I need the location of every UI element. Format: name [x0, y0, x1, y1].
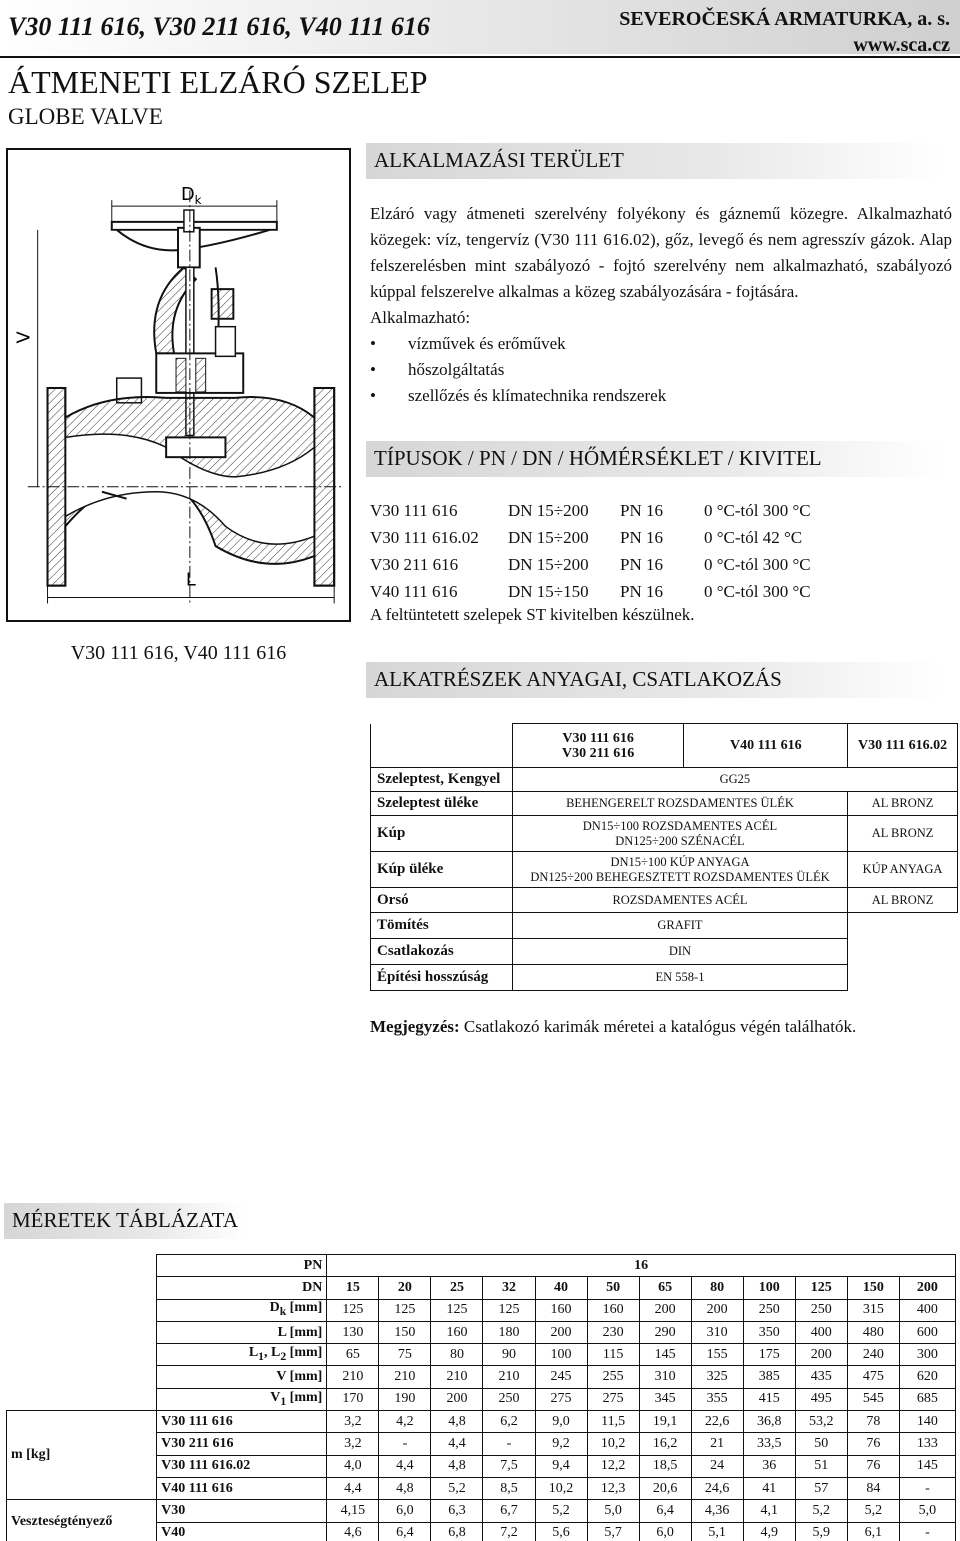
section-types-heading: TÍPUSOK / PN / DN / HŐMÉRSÉKLET / KIVITEL	[366, 441, 942, 477]
mass-cell: -	[379, 1433, 431, 1455]
mass-cell: 57	[795, 1477, 847, 1499]
materials-remark	[370, 1017, 856, 1037]
valve-drawing	[6, 148, 351, 622]
dim-cell: 200	[795, 1344, 847, 1366]
header-rule	[0, 56, 960, 58]
mass-cell: 18,5	[639, 1455, 691, 1477]
dim-row	[7, 1321, 956, 1343]
valve-cross-section-svg	[8, 150, 349, 620]
dn-value: 150	[847, 1277, 899, 1299]
dim-cell: 125	[379, 1299, 431, 1321]
materials-row: Építési hosszúság EN 558-1	[371, 965, 958, 991]
loss-label: Veszteségtényező	[7, 1500, 157, 1541]
type-code: V40 111 616	[370, 581, 458, 601]
loss-row	[7, 1500, 956, 1522]
mass-cell: -	[899, 1477, 955, 1499]
materials-row: Csatlakozás DIN	[371, 939, 958, 965]
mass-cell: 133	[899, 1433, 955, 1455]
dim-cell: 345	[639, 1388, 691, 1410]
mass-cell: 53,2	[795, 1411, 847, 1433]
company-website[interactable]: www.sca.cz	[853, 34, 950, 56]
dim-cell: 415	[743, 1388, 795, 1410]
loss-cell: 6,4	[639, 1500, 691, 1522]
dim-cell: 190	[379, 1388, 431, 1410]
materials-row: Szeleptest, Kengyel GG25	[371, 768, 958, 792]
dim-cell: 170	[327, 1388, 379, 1410]
mass-cell: 21	[691, 1433, 743, 1455]
mass-cell: 4,4	[431, 1433, 483, 1455]
type-pn: PN 16	[620, 500, 663, 520]
mass-cell: 4,0	[327, 1455, 379, 1477]
v-label: V	[13, 331, 35, 344]
mass-cell: 4,8	[379, 1477, 431, 1499]
section-materials-heading: ALKATRÉSZEK ANYAGAI, CSATLAKOZÁS	[366, 662, 942, 698]
dn-value: 15	[327, 1277, 379, 1299]
mass-cell: 5,2	[431, 1477, 483, 1499]
materials-row: Kúp üléke DN15÷100 KÚP ANYAGA DN125÷200 BEHEGESZTETT ROZSDAMENTES ÜLÉK KÚP ANYAGA	[371, 852, 958, 888]
type-pn: PN 16	[620, 581, 663, 601]
remark-text: Csatlakozó karimák méretei a katalógus végén találhatók.	[463, 1017, 857, 1036]
mass-cell: 20,6	[639, 1477, 691, 1499]
loss-cell: 5,7	[587, 1522, 639, 1541]
page-subtitle: GLOBE VALVE	[8, 104, 163, 129]
dim-cell: 290	[639, 1321, 691, 1343]
dim-cell: 250	[795, 1299, 847, 1321]
application-text: Elzáró vagy átmeneti szerelvény folyékony és gáznemű közegre. Alkalmazható közegek: víz, tengervíz (V30 111 616.02), gőz, levegő és nem agresszív gázok. Alap felszerelésben mint szabályozó - fojtó szerelvény nem alkalmazható, szabályozó kúppal felszerelve alkalmas a közeg szabályozására - fojtására.	[370, 204, 952, 301]
pn-value: 16	[327, 1255, 956, 1277]
mat-col-v40: V40 111 616	[684, 724, 848, 768]
dim-cell: 210	[483, 1366, 535, 1388]
mat-col-v30: V30 111 616 V30 211 616	[512, 724, 684, 768]
dim-cell: 115	[587, 1344, 639, 1366]
dn-value: 40	[535, 1277, 587, 1299]
bullet-item: • vízművek és erőművek	[370, 331, 930, 357]
application-bullets	[370, 331, 930, 409]
mass-cell: 22,6	[691, 1411, 743, 1433]
mass-model: V30 211 616	[157, 1433, 327, 1455]
dn-value: 65	[639, 1277, 691, 1299]
dim-cell: 100	[535, 1344, 587, 1366]
type-dn: DN 15÷200	[508, 554, 589, 574]
types-row	[370, 578, 811, 605]
loss-cell: 6,0	[639, 1522, 691, 1541]
loss-cell: 6,0	[379, 1500, 431, 1522]
mass-cell: 51	[795, 1455, 847, 1477]
dn-value: 200	[899, 1277, 955, 1299]
pn-label: PN	[157, 1255, 327, 1277]
mass-model: V30 111 616.02	[157, 1455, 327, 1477]
dim-cell: 600	[899, 1321, 955, 1343]
dim-row-label: L [mm]	[157, 1321, 327, 1343]
dk-label: $D_k$	[180, 184, 202, 208]
dim-cell: 200	[639, 1299, 691, 1321]
dim-cell: 325	[691, 1366, 743, 1388]
bullet-item: • hőszolgáltatás	[370, 357, 930, 383]
mass-cell: 4,8	[431, 1455, 483, 1477]
dim-cell: 435	[795, 1366, 847, 1388]
types-row	[370, 551, 811, 578]
company-name: SEVEROČESKÁ ARMATURKA, a. s.	[619, 8, 950, 30]
remark-label: Megjegyzés:	[370, 1017, 460, 1036]
loss-model: V30	[157, 1500, 327, 1522]
loss-cell: 5,2	[847, 1500, 899, 1522]
type-pn: PN 16	[620, 554, 663, 574]
section-dimensions-heading: MÉRETEK TÁBLÁZATA	[4, 1203, 244, 1239]
type-code: V30 111 616	[370, 500, 458, 520]
mass-cell: 9,0	[535, 1411, 587, 1433]
mass-cell: 76	[847, 1433, 899, 1455]
dim-cell: 475	[847, 1366, 899, 1388]
dim-cell: 275	[587, 1388, 639, 1410]
dim-row-label: $D_k$ [mm]	[157, 1299, 327, 1321]
dim-cell: 210	[431, 1366, 483, 1388]
types-row	[370, 524, 811, 551]
mass-cell: 78	[847, 1411, 899, 1433]
mass-cell: 33,5	[743, 1433, 795, 1455]
mass-row	[7, 1411, 956, 1433]
dim-cell: 480	[847, 1321, 899, 1343]
dim-row-label: $L_1$, $L_2$ [mm]	[157, 1344, 327, 1366]
mass-cell: 4,4	[379, 1455, 431, 1477]
type-dn: DN 15÷200	[508, 500, 589, 520]
type-pn: PN 16	[620, 527, 663, 547]
company-block	[619, 6, 950, 58]
dim-cell: 160	[535, 1299, 587, 1321]
materials-row: Szeleptest üléke BEHENGERELT ROZSDAMENTES ÜLÉK AL BRONZ	[371, 792, 958, 816]
mat-col-v30-02: V30 111 616.02	[848, 724, 958, 768]
dim-cell: 125	[327, 1299, 379, 1321]
type-temp: 0 °C-tól 300 °C	[704, 554, 811, 574]
dim-cell: 275	[535, 1388, 587, 1410]
loss-cell: 5,9	[795, 1522, 847, 1541]
loss-cell: 6,7	[483, 1500, 535, 1522]
mass-cell: 145	[899, 1455, 955, 1477]
mass-cell: 16,2	[639, 1433, 691, 1455]
type-dn: DN 15÷150	[508, 581, 589, 601]
dim-cell: 210	[379, 1366, 431, 1388]
loss-cell: 4,36	[691, 1500, 743, 1522]
mass-cell: 12,3	[587, 1477, 639, 1499]
dim-row	[7, 1299, 956, 1321]
mass-cell: 4,8	[431, 1411, 483, 1433]
dn-value: 80	[691, 1277, 743, 1299]
dim-cell: 160	[431, 1321, 483, 1343]
dim-cell: 125	[483, 1299, 535, 1321]
loss-cell: 6,1	[847, 1522, 899, 1541]
mass-cell: 9,2	[535, 1433, 587, 1455]
dim-cell: 65	[327, 1344, 379, 1366]
dim-cell: 400	[795, 1321, 847, 1343]
dim-cell: 155	[691, 1344, 743, 1366]
mass-cell: 36,8	[743, 1411, 795, 1433]
dim-cell: 150	[379, 1321, 431, 1343]
types-note: A feltüntetett szelepek ST kivitelben készülnek.	[370, 605, 695, 624]
product-codes: V30 111 616, V30 211 616, V40 111 616	[8, 12, 430, 41]
mass-label: m [kg]	[7, 1411, 157, 1500]
mass-cell: 50	[795, 1433, 847, 1455]
dn-value: 50	[587, 1277, 639, 1299]
figure-caption: V30 111 616, V40 111 616	[70, 642, 287, 664]
loss-cell: 7,2	[483, 1522, 535, 1541]
loss-cell: -	[899, 1522, 955, 1541]
mass-cell: 11,5	[587, 1411, 639, 1433]
types-row	[370, 497, 811, 524]
dim-cell: 175	[743, 1344, 795, 1366]
section-application-heading: ALKALMAZÁSI TERÜLET	[366, 143, 942, 179]
types-table	[370, 497, 811, 605]
page-title: ÁTMENETI ELZÁRÓ SZELEP	[8, 64, 428, 100]
mass-cell: 84	[847, 1477, 899, 1499]
mass-cell: 10,2	[587, 1433, 639, 1455]
loss-cell: 4,6	[327, 1522, 379, 1541]
mass-cell: -	[483, 1433, 535, 1455]
mass-cell: 7,5	[483, 1455, 535, 1477]
mass-model: V40 111 616	[157, 1477, 327, 1499]
dn-value: 25	[431, 1277, 483, 1299]
dim-row	[7, 1344, 956, 1366]
mass-cell: 9,4	[535, 1455, 587, 1477]
loss-cell: 4,1	[743, 1500, 795, 1522]
loss-model: V40	[157, 1522, 327, 1541]
materials-header-row	[371, 724, 958, 768]
dn-value: 100	[743, 1277, 795, 1299]
dim-cell: 210	[327, 1366, 379, 1388]
bullet-item: • szellőzés és klímatechnika rendszerek	[370, 383, 930, 409]
usable-label: Alkalmazható:	[370, 308, 471, 327]
dim-cell: 90	[483, 1344, 535, 1366]
loss-cell: 5,0	[899, 1500, 955, 1522]
dim-row	[7, 1388, 956, 1410]
materials-row: Kúp DN15÷100 ROZSDAMENTES ACÉL DN125÷200 SZÉNACÉL AL BRONZ	[371, 816, 958, 852]
mass-cell: 76	[847, 1455, 899, 1477]
loss-cell: 5,1	[691, 1522, 743, 1541]
dim-cell: 200	[431, 1388, 483, 1410]
loss-cell: 4,9	[743, 1522, 795, 1541]
type-temp: 0 °C-tól 300 °C	[704, 500, 811, 520]
dim-row-label: V [mm]	[157, 1366, 327, 1388]
type-code: V30 211 616	[370, 554, 459, 574]
loss-cell: 6,4	[379, 1522, 431, 1541]
dim-cell: 200	[691, 1299, 743, 1321]
dim-cell: 495	[795, 1388, 847, 1410]
dn-value: 32	[483, 1277, 535, 1299]
dim-cell: 230	[587, 1321, 639, 1343]
dim-cell: 400	[899, 1299, 955, 1321]
mass-cell: 24,6	[691, 1477, 743, 1499]
mass-model: V30 111 616	[157, 1411, 327, 1433]
loss-cell: 6,8	[431, 1522, 483, 1541]
type-dn: DN 15÷200	[508, 527, 589, 547]
dim-cell: 620	[899, 1366, 955, 1388]
mass-cell: 12,2	[587, 1455, 639, 1477]
materials-table	[370, 723, 958, 991]
dim-row-dn	[7, 1277, 956, 1299]
dim-cell: 160	[587, 1299, 639, 1321]
mass-cell: 24	[691, 1455, 743, 1477]
dim-cell: 75	[379, 1344, 431, 1366]
dim-cell: 315	[847, 1299, 899, 1321]
dim-cell: 130	[327, 1321, 379, 1343]
type-temp: 0 °C-tól 42 °C	[704, 527, 803, 547]
dim-cell: 245	[535, 1366, 587, 1388]
l-label: L	[185, 569, 196, 591]
mass-cell: 3,2	[327, 1411, 379, 1433]
dim-cell: 240	[847, 1344, 899, 1366]
dim-row-pn	[7, 1255, 956, 1277]
dimensions-table	[6, 1254, 956, 1541]
mass-cell: 36	[743, 1455, 795, 1477]
dim-cell: 300	[899, 1344, 955, 1366]
dim-cell: 310	[691, 1321, 743, 1343]
type-code: V30 111 616.02	[370, 527, 479, 547]
mass-cell: 4,4	[327, 1477, 379, 1499]
dim-cell: 255	[587, 1366, 639, 1388]
mass-cell: 19,1	[639, 1411, 691, 1433]
dn-value: 20	[379, 1277, 431, 1299]
dn-label: DN	[157, 1277, 327, 1299]
dim-cell: 80	[431, 1344, 483, 1366]
dim-cell: 355	[691, 1388, 743, 1410]
loss-cell: 5,2	[535, 1500, 587, 1522]
dim-row	[7, 1366, 956, 1388]
dim-cell: 250	[743, 1299, 795, 1321]
dim-cell: 200	[535, 1321, 587, 1343]
mass-cell: 6,2	[483, 1411, 535, 1433]
loss-cell: 5,0	[587, 1500, 639, 1522]
dim-cell: 180	[483, 1321, 535, 1343]
materials-row: Orsó ROZSDAMENTES ACÉL AL BRONZ	[371, 888, 958, 913]
mass-cell: 4,2	[379, 1411, 431, 1433]
loss-cell: 5,2	[795, 1500, 847, 1522]
type-temp: 0 °C-tól 300 °C	[704, 581, 811, 601]
loss-cell: 5,6	[535, 1522, 587, 1541]
dim-cell: 685	[899, 1388, 955, 1410]
loss-cell: 4,15	[327, 1500, 379, 1522]
dim-cell: 145	[639, 1344, 691, 1366]
dim-cell: 310	[639, 1366, 691, 1388]
dim-row-label: $V_1$ [mm]	[157, 1388, 327, 1410]
dim-cell: 385	[743, 1366, 795, 1388]
dim-cell: 250	[483, 1388, 535, 1410]
mass-cell: 140	[899, 1411, 955, 1433]
dim-cell: 350	[743, 1321, 795, 1343]
loss-cell: 6,3	[431, 1500, 483, 1522]
dim-cell: 545	[847, 1388, 899, 1410]
mass-cell: 3,2	[327, 1433, 379, 1455]
dim-cell: 125	[431, 1299, 483, 1321]
mass-cell: 10,2	[535, 1477, 587, 1499]
materials-row: Tömítés GRAFIT	[371, 913, 958, 939]
mass-cell: 41	[743, 1477, 795, 1499]
dn-value: 125	[795, 1277, 847, 1299]
mass-cell: 8,5	[483, 1477, 535, 1499]
